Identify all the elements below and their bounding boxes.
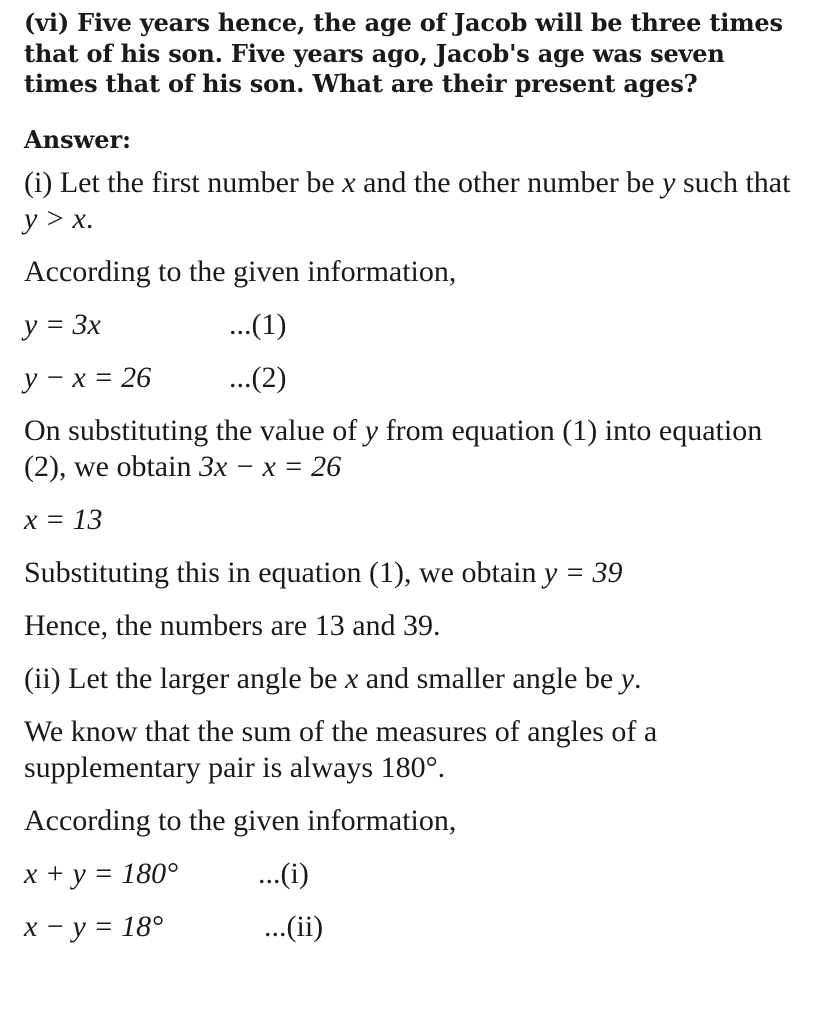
substitution-equation: 3x − x = 26 [198,449,342,483]
equation-ii [24,909,799,945]
part-i-conclusion: Hence, the numbers are 13 and 39. [24,608,441,642]
question-text: (vi) Five years hence, the age of Jacob will be three times that of his son. Five years ago, Jacob's age was seven times that of his son. What are their present ages? [24,8,783,98]
second-substitution [24,555,799,591]
variable-x: x [342,165,356,199]
equation-1-expression: y = 3x [24,307,101,341]
equation-1 [24,307,799,343]
supplementary-fact: We know that the sum of the measures of angles of a supplementary pair is always 180°. [24,714,658,784]
part-i-given: According to the given information, [24,254,457,288]
equation-ii-expression: x − y = 18° [24,909,164,943]
y-value-equation: y = 39 [543,555,623,589]
equation-2 [24,360,799,396]
part-i-intro-text-a: (i) Let the first number be [24,165,343,199]
equation-1-reference: ...(1) [229,307,287,341]
part-i-intro-text-d: . [85,201,94,235]
substitution-text-b: from equation (1) into equation (2), we obtain [24,413,763,483]
part-ii-given: According to the given information, [24,803,457,837]
second-substitution-text: Substituting this in equation (1), we obtain [24,555,544,589]
equation-i-reference: ...(i) [258,856,309,890]
part-i-intro [24,165,799,237]
equation-i [24,856,799,892]
x-value-line: x = 13 [24,502,103,536]
condition-expression: y > x [24,201,86,235]
part-i-intro-text-b: and the other number be [355,165,663,199]
answer-label: Answer: [24,124,132,154]
part-ii-intro-text-c: . [634,661,642,695]
equation-2-reference: ...(2) [229,360,287,394]
part-ii-intro-text-b: and smaller angle be [358,661,621,695]
equation-ii-reference: ...(ii) [264,909,324,943]
substitution-paragraph [24,413,799,485]
part-ii-intro [24,661,799,697]
substitution-text-a: On substituting the value of [24,413,365,447]
substitution-variable-y: y [364,413,379,447]
angle-variable-y: y [620,661,635,695]
part-i-intro-text-c: such that [675,165,791,199]
angle-variable-x: x [344,661,359,695]
equation-i-expression: x + y = 180° [24,856,179,890]
variable-y: y [662,165,676,199]
solution-page [24,8,799,945]
part-ii-intro-text-a: (ii) Let the larger angle be [24,661,345,695]
equation-2-expression: y − x = 26 [24,360,152,394]
